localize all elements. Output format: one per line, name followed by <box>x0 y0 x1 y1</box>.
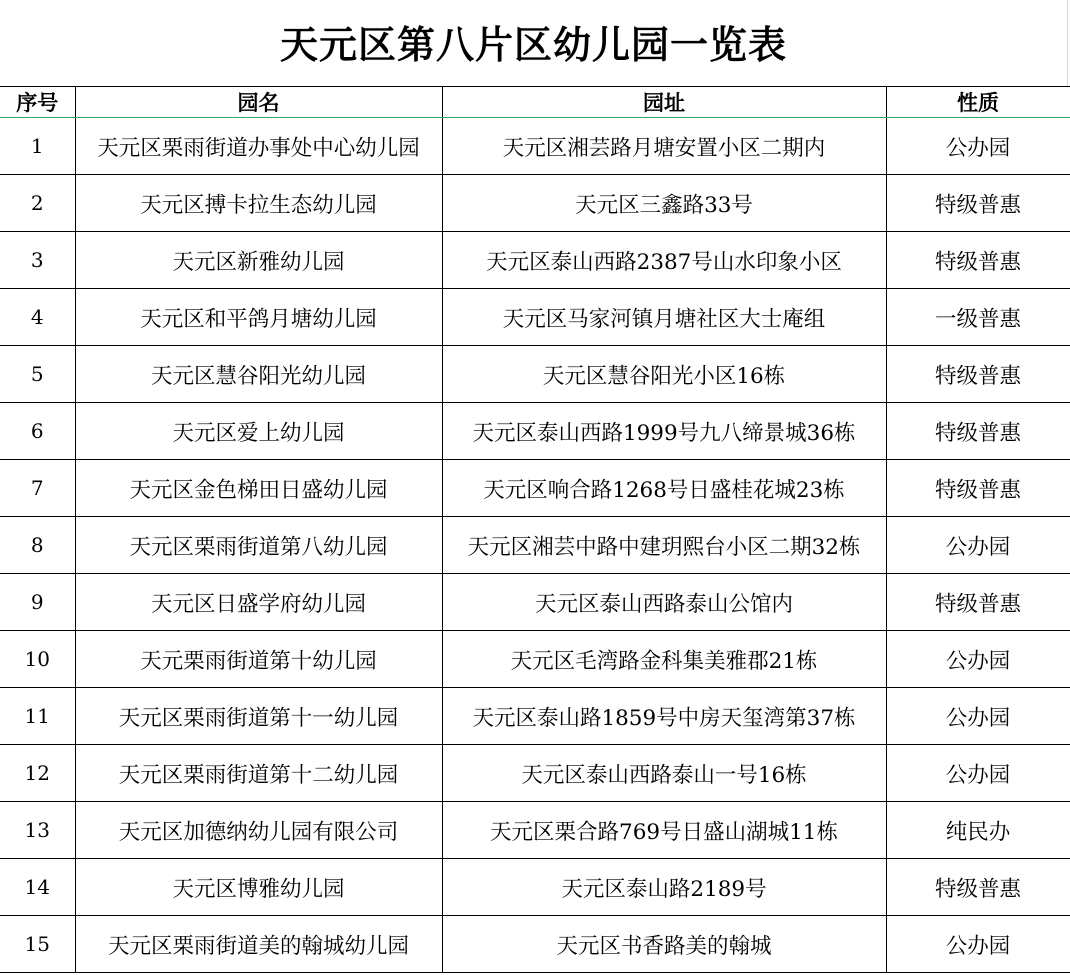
cell-type: 一级普惠 <box>886 289 1070 346</box>
cell-address: 天元区泰山西路2387号山水印象小区 <box>442 232 886 289</box>
cell-name: 天元栗雨街道第十幼儿园 <box>75 631 442 688</box>
cell-type: 公办园 <box>886 631 1070 688</box>
cell-type: 特级普惠 <box>886 403 1070 460</box>
cell-name: 天元区和平鸽月塘幼儿园 <box>75 289 442 346</box>
cell-type: 公办园 <box>886 118 1070 175</box>
cell-name: 天元区栗雨街道第八幼儿园 <box>75 517 442 574</box>
cell-type: 公办园 <box>886 688 1070 745</box>
cell-name: 天元区搏卡拉生态幼儿园 <box>75 175 442 232</box>
cell-type: 特级普惠 <box>886 232 1070 289</box>
table-row <box>0 631 1070 688</box>
cell-no: 4 <box>0 289 75 346</box>
table-row <box>0 859 1070 916</box>
cell-no: 11 <box>0 688 75 745</box>
cell-no: 6 <box>0 403 75 460</box>
cell-name: 天元区爱上幼儿园 <box>75 403 442 460</box>
table-body <box>0 118 1070 973</box>
cell-type: 特级普惠 <box>886 574 1070 631</box>
cell-name: 天元区新雅幼儿园 <box>75 232 442 289</box>
cell-name: 天元区博雅幼儿园 <box>75 859 442 916</box>
table-row <box>0 460 1070 517</box>
cell-name: 天元区栗雨街道第十二幼儿园 <box>75 745 442 802</box>
cell-address: 天元区书香路美的翰城 <box>442 916 886 973</box>
cell-type: 纯民办 <box>886 802 1070 859</box>
cell-no: 13 <box>0 802 75 859</box>
cell-name: 天元区栗雨街道办事处中心幼儿园 <box>75 118 442 175</box>
cell-name: 天元区日盛学府幼儿园 <box>75 574 442 631</box>
table-row <box>0 403 1070 460</box>
cell-no: 1 <box>0 118 75 175</box>
cell-address: 天元区泰山西路1999号九八缔景城36栋 <box>442 403 886 460</box>
column-header-type: 性质 <box>886 87 1070 118</box>
cell-address: 天元区泰山路1859号中房天玺湾第37栋 <box>442 688 886 745</box>
cell-no: 14 <box>0 859 75 916</box>
cell-type: 特级普惠 <box>886 346 1070 403</box>
cell-no: 10 <box>0 631 75 688</box>
cell-no: 8 <box>0 517 75 574</box>
cell-name: 天元区金色梯田日盛幼儿园 <box>75 460 442 517</box>
cell-type: 公办园 <box>886 916 1070 973</box>
table-row <box>0 745 1070 802</box>
cell-address: 天元区响合路1268号日盛桂花城23栋 <box>442 460 886 517</box>
cell-no: 9 <box>0 574 75 631</box>
cell-type: 公办园 <box>886 517 1070 574</box>
cell-type: 特级普惠 <box>886 175 1070 232</box>
kindergarten-table <box>0 86 1070 973</box>
table-row <box>0 517 1070 574</box>
table-row <box>0 175 1070 232</box>
cell-address: 天元区湘芸路月塘安置小区二期内 <box>442 118 886 175</box>
cell-address: 天元区栗合路769号日盛山湖城11栋 <box>442 802 886 859</box>
table-row <box>0 118 1070 175</box>
table-header <box>0 87 1070 118</box>
table-row <box>0 574 1070 631</box>
cell-type: 特级普惠 <box>886 859 1070 916</box>
cell-name: 天元区慧谷阳光幼儿园 <box>75 346 442 403</box>
table-row <box>0 802 1070 859</box>
cell-type: 特级普惠 <box>886 460 1070 517</box>
cell-address: 天元区三鑫路33号 <box>442 175 886 232</box>
column-header-no: 序号 <box>0 87 75 118</box>
header-row <box>0 87 1070 118</box>
table-row <box>0 916 1070 973</box>
cell-address: 天元区毛湾路金科集美雅郡21栋 <box>442 631 886 688</box>
cell-no: 15 <box>0 916 75 973</box>
column-header-name: 园名 <box>75 87 442 118</box>
cell-no: 2 <box>0 175 75 232</box>
table-row <box>0 232 1070 289</box>
cell-type: 公办园 <box>886 745 1070 802</box>
cell-address: 天元区湘芸中路中建玥熙台小区二期32栋 <box>442 517 886 574</box>
column-header-address: 园址 <box>442 87 886 118</box>
cell-no: 7 <box>0 460 75 517</box>
cell-name: 天元区栗雨街道第十一幼儿园 <box>75 688 442 745</box>
cell-address: 天元区泰山路2189号 <box>442 859 886 916</box>
cell-name: 天元区加德纳幼儿园有限公司 <box>75 802 442 859</box>
cell-no: 12 <box>0 745 75 802</box>
cell-name: 天元区栗雨街道美的翰城幼儿园 <box>75 916 442 973</box>
table-row <box>0 289 1070 346</box>
cell-no: 5 <box>0 346 75 403</box>
table-row <box>0 346 1070 403</box>
cell-address: 天元区泰山西路泰山公馆内 <box>442 574 886 631</box>
cell-address: 天元区泰山西路泰山一号16栋 <box>442 745 886 802</box>
cell-address: 天元区慧谷阳光小区16栋 <box>442 346 886 403</box>
table-row <box>0 688 1070 745</box>
cell-no: 3 <box>0 232 75 289</box>
cell-address: 天元区马家河镇月塘社区大士庵组 <box>442 289 886 346</box>
sheet-title: 天元区第八片区幼儿园一览表 <box>0 0 1068 86</box>
